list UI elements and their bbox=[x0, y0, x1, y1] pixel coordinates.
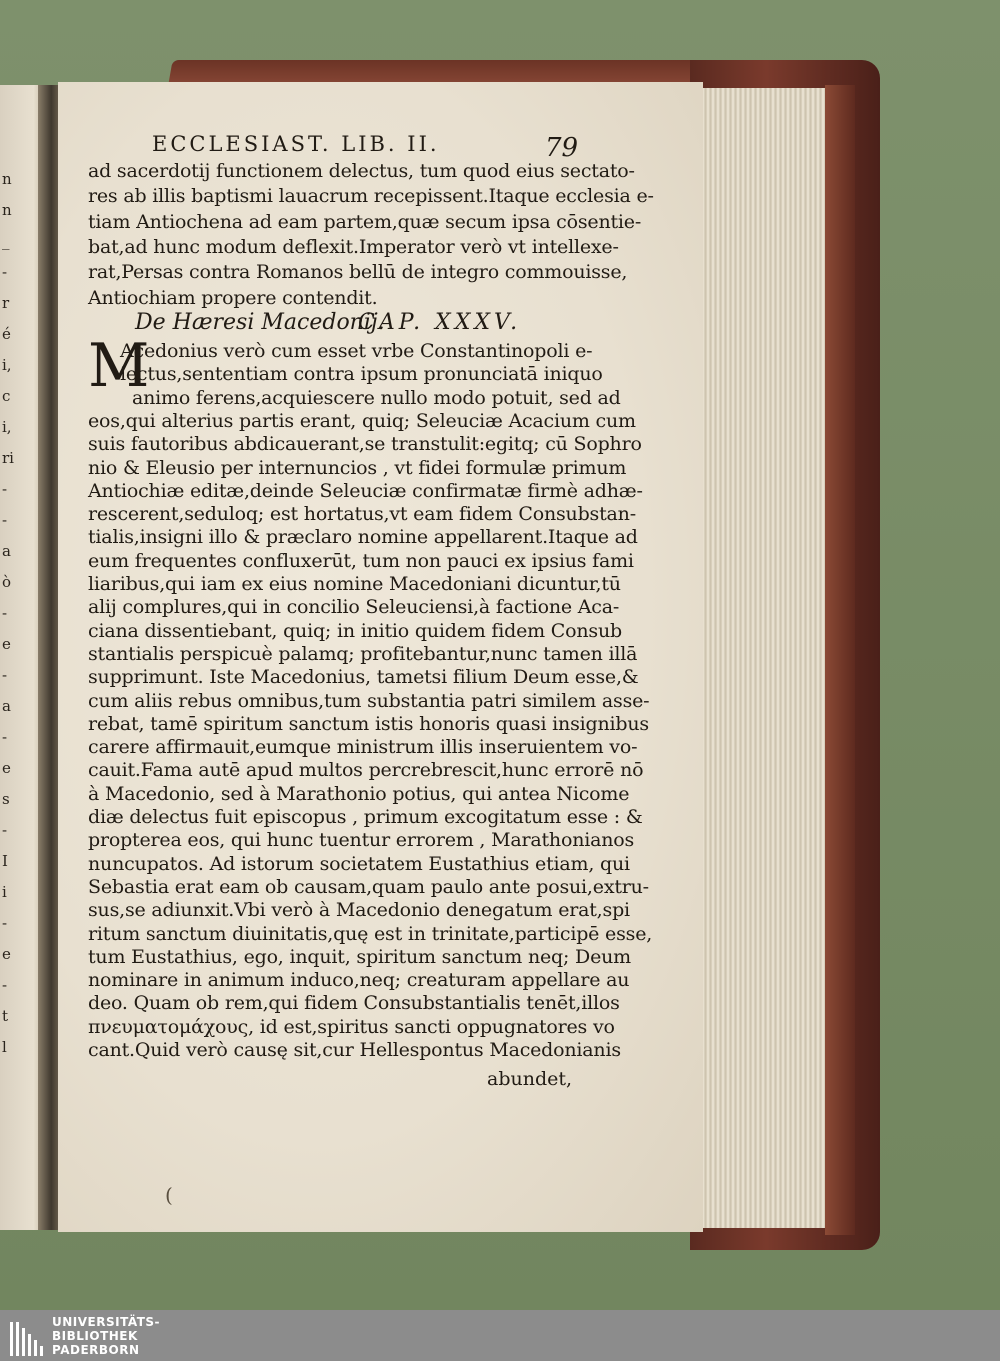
left-page-fragment: - bbox=[2, 480, 8, 498]
left-page-fragment: ò bbox=[2, 573, 12, 591]
text-line: res ab illis baptismi lauacrum recepissent.Itaque ecclesia e- bbox=[88, 185, 654, 208]
text-line: suis fautoribus abdicauerant,se transtulit:egitq; cū Sophro bbox=[88, 433, 642, 456]
text-line: cum aliis rebus omnibus,tum substantia patri similem asse- bbox=[88, 689, 650, 712]
text-line: Antiochiam propere contendit. bbox=[88, 286, 378, 309]
text-line: nio & Eleusio per internuncios , vt fidei formulæ primum bbox=[88, 456, 627, 479]
left-page-fragment: a bbox=[2, 542, 11, 560]
running-head: ECCLESIAST. LIB. II. bbox=[152, 132, 440, 156]
text-line: liaribus,qui iam ex eius nomine Macedoniani dicuntur,tū bbox=[88, 573, 621, 595]
text-line: sus,se adiunxit.Vbi verò à Macedonio denegatum erat,spi bbox=[88, 899, 630, 922]
text-line: nominare in animum induco,neq; creaturam appellare au bbox=[88, 969, 630, 992]
left-page-fragment: - bbox=[2, 263, 8, 281]
left-page-fragment: I bbox=[2, 852, 8, 870]
text-line: eos,qui alterius partis erant, quiq; Seleuciæ Acacium cum bbox=[88, 409, 636, 432]
left-page-fragment: i, bbox=[2, 418, 12, 436]
text-line: cauit.Fama autē apud multos percrebrescit,hunc errorē nō bbox=[88, 759, 644, 782]
cover-edge bbox=[825, 85, 855, 1235]
text-line: Sebastia erat eam ob causam,quam paulo ante posui,extru- bbox=[88, 875, 649, 898]
text-line: rat,Persas contra Romanos bellū de integro commouisse, bbox=[88, 261, 628, 284]
page-number: 79 bbox=[545, 133, 579, 163]
text-line: tialis,insigni illo & præclaro nomine appellarent.Itaque ad bbox=[88, 526, 638, 549]
chapter-heading: De Hæresi Macedonij. bbox=[135, 310, 385, 335]
text-line: bat,ad hunc modum deflexit.Imperator verò vt intellexe- bbox=[88, 235, 619, 258]
left-page-fragment: l bbox=[2, 1038, 7, 1056]
left-page-fragment: e bbox=[2, 945, 11, 963]
logo-text-line-2: BIBLIOTHEK bbox=[52, 1329, 138, 1343]
logo-text-line-3: PADERBORN bbox=[52, 1343, 140, 1357]
text-line: tum Eustathius, ego, inquit, spiritum sanctum neq; Deum bbox=[88, 945, 631, 968]
text-line: animo ferens,acquiescere nullo modo potuit, sed ad bbox=[132, 386, 621, 409]
left-page-fragment: s bbox=[2, 790, 10, 808]
text-line: ciana dissentiebant, quiq; in initio quidem fidem Consub bbox=[88, 619, 622, 642]
text-line: ad sacerdotij functionem delectus, tum quod eius sectato- bbox=[88, 160, 635, 182]
text-line: stantialis perspicuè palamq; profitebantur,nunc tamen illā bbox=[88, 642, 638, 665]
text-line: eum frequentes confluxerūt, tum non pauci ex ipsius fami bbox=[88, 549, 634, 572]
left-page-fragment: - bbox=[2, 914, 8, 932]
left-page-fragment: _ bbox=[2, 232, 10, 250]
left-page-fragment: i bbox=[2, 883, 7, 901]
text-line: carere affirmauit,eumque ministrum illis inseruientem vo- bbox=[88, 736, 638, 759]
text-line: tiam Antiochena ad eam partem,quæ secum ipsa cōsentie- bbox=[88, 210, 642, 233]
text-line: ritum sanctum diuinitatis,quę est in trinitate,participē esse, bbox=[88, 922, 653, 945]
left-page-fragment: r bbox=[2, 294, 10, 312]
text-line: propterea eos, qui hunc tuentur errorem , Marathonianos bbox=[88, 829, 635, 852]
library-logo-icon bbox=[8, 1318, 46, 1358]
left-page-fragment: i, bbox=[2, 356, 12, 374]
left-page-fragment: t bbox=[2, 1007, 9, 1025]
left-page-fragment: é bbox=[2, 325, 11, 343]
chapter-number: CAP. XXXV. bbox=[358, 310, 522, 335]
text-line: supprimunt. Iste Macedonius, tametsi filium Deum esse,& bbox=[88, 666, 639, 689]
text-line: Acedonius verò cum esset vrbe Constantinopoli e- bbox=[120, 340, 593, 362]
left-page-fragment: - bbox=[2, 728, 8, 746]
left-page-fragment: - bbox=[2, 511, 8, 529]
left-page-fragment: - bbox=[2, 666, 8, 684]
text-line: diæ delectus fuit episcopus , primum excogitatum esse : & bbox=[88, 806, 643, 828]
text-line: deo. Quam ob rem,qui fidem Consubstantialis tenēt,illos bbox=[88, 992, 620, 1015]
text-line: rescerent,seduloq; est hortatus,vt eam fidem Consubstan- bbox=[88, 503, 636, 526]
text-line: rebat, tamē spiritum sanctum istis honoris quasi insignibus bbox=[88, 712, 649, 735]
left-page-fragment: c bbox=[2, 387, 11, 405]
text-line: πνευματομάχους, id est,spiritus sancti oppugnatores vo bbox=[88, 1015, 615, 1038]
text-line: nuncupatos. Ad istorum societatem Eustathius etiam, qui bbox=[88, 852, 630, 875]
left-page-fragment: e bbox=[2, 635, 11, 653]
left-page-fragment: - bbox=[2, 976, 8, 994]
left-page-fragment: - bbox=[2, 604, 8, 622]
margin-mark: ( bbox=[165, 1183, 173, 1207]
library-footer bbox=[0, 1310, 1000, 1361]
gutter-shadow bbox=[38, 85, 60, 1230]
logo-text-line-1: UNIVERSITÄTS- bbox=[52, 1315, 161, 1329]
text-line: cant.Quid verò causę sit,cur Hellespontus Macedonianis bbox=[88, 1039, 621, 1061]
text-line: à Macedonio, sed à Marathonio potius, qui antea Nicome bbox=[88, 782, 630, 805]
left-page-fragment: n bbox=[2, 201, 12, 219]
text-line: iectus,sententiam contra ipsum pronunciatā iniquo bbox=[120, 363, 603, 386]
left-page-fragment: e bbox=[2, 759, 11, 777]
left-page-fragment: a bbox=[2, 697, 11, 715]
drop-cap: M bbox=[88, 331, 150, 401]
text-line: Antiochiæ editæ,deinde Seleuciæ confirmatæ firmè adhæ- bbox=[88, 479, 643, 502]
page-fore-edge bbox=[700, 88, 832, 1228]
left-page-fragment: ri bbox=[2, 449, 14, 467]
text-line: alij complures,qui in concilio Seleuciensi,à factione Aca- bbox=[88, 596, 620, 619]
left-page-fragment: n bbox=[2, 170, 12, 188]
catchword: abundet, bbox=[487, 1068, 573, 1090]
left-page-fragment: - bbox=[2, 821, 8, 839]
